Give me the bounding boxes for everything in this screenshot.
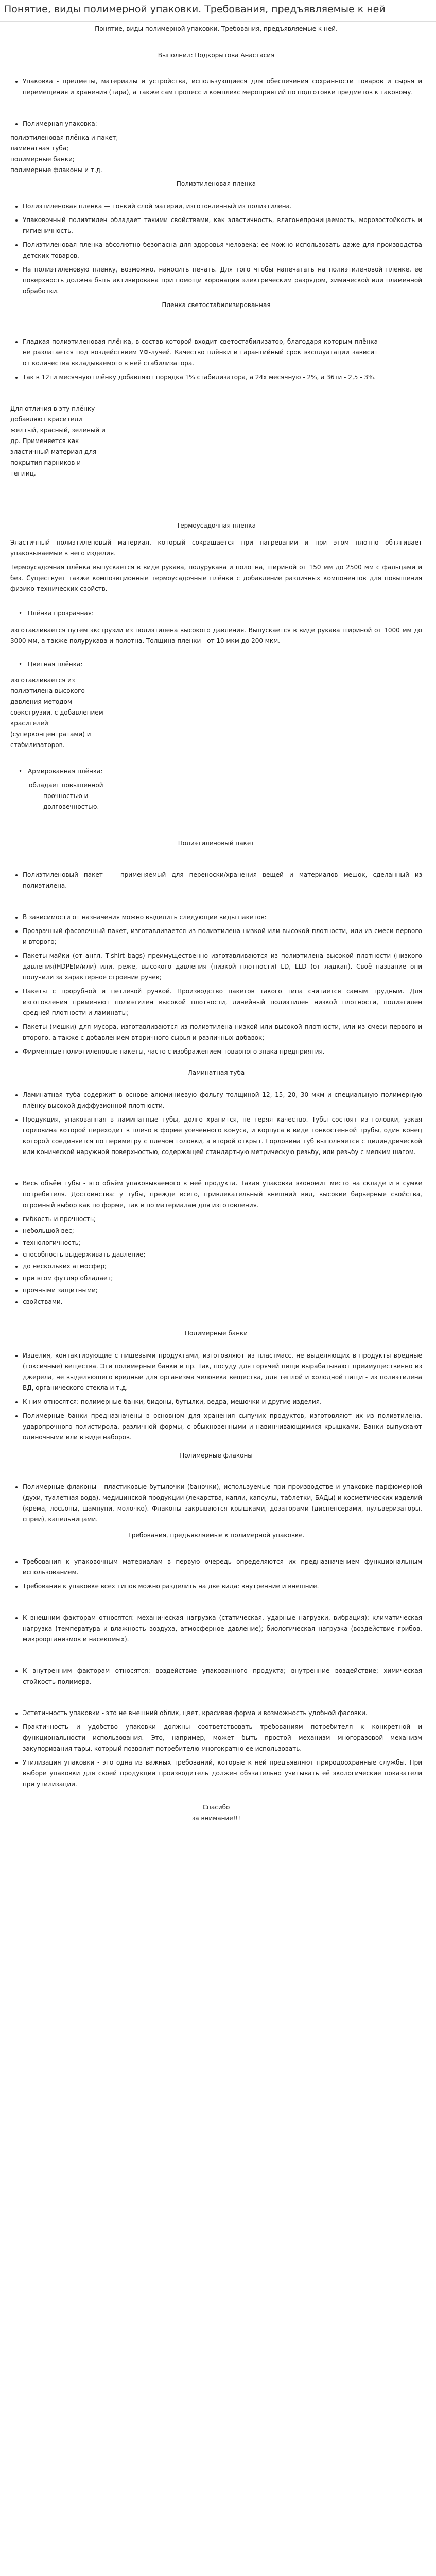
list-item: • Пакеты (мешки) для мусора, изготавливаются из полиэтилена низкой или высокой плотности, или из смеси первого и второго, а также с добавлением вторичного сырья и различных добавок; bbox=[23, 1022, 422, 1043]
tube-list bbox=[10, 1090, 422, 1308]
clear-list bbox=[10, 608, 422, 619]
list-item: • Изделия, контактирующие с пищевыми продуктами, изготовляют из пластмасс, не выделяющих в продукты вредные (токсичные) вещества. Эти полимерные банки и пр. Так, посуду для горячей пищи вырабатывают преимущественно из джерела, не выделяющего вредные для организма человека вещества, для теплой и холодной пищи - из полиэтилена ВД, органического стекла и т.д. bbox=[23, 1350, 422, 1394]
bag-title: Полиэтиленовый пакет bbox=[178, 840, 255, 847]
list-item: • На полиэтиленовую пленку, возможно, наносить печать. Для того чтобы напечатать на полиэтиленовой пленке, ее поверхность должна быть активирована при помощи коронации электрическим разрядом, химической или пламенной обработки. bbox=[23, 264, 422, 297]
closing bbox=[10, 1802, 422, 1824]
armored-label: • Армированная плёнка: bbox=[19, 766, 422, 777]
list-item: • Полимерные флаконы - пластиковые бутылочки (баночки), используемые при производстве и упаковке парфюмерной (духи, туалетная вода), медицинской продукции (лекарства, капли, капсулы, таблетки, БАДы) и косметических изделий (крема, лосьоны, шампуни, молочко). Флаконы закрываются крышками, дозаторами (диспенсерами, пульверизаторы, спреи), капельницами. bbox=[23, 1482, 422, 1525]
page-title: Понятие, виды полимерной упаковки. Требования, предъявляемые к ней bbox=[0, 0, 436, 22]
list-item: • Полиэтиленовая пленка абсолютно безопасна для здоровья человека: ее можно использовать даже для производства детских товаров. bbox=[23, 240, 422, 261]
colored-list bbox=[10, 659, 422, 670]
armored-line: прочностью и bbox=[43, 792, 89, 800]
stab-list bbox=[10, 336, 378, 383]
list-item: • К внешним факторам относятся: механическая нагрузка (статическая, ударные нагрузки, вибрация); климатическая нагрузка (температура и влажность воздуха, атмосферное давление); биологическая нагрузка (воздействие грибов, микроорганизмов и насекомых). bbox=[23, 1613, 422, 1645]
cans-title: Полимерные банки bbox=[184, 1330, 248, 1337]
film-list bbox=[10, 201, 422, 297]
document-body bbox=[10, 24, 422, 1824]
colored-label: • Цветная плёнка: bbox=[19, 659, 422, 670]
list-item: полимерные флаконы и т.д. bbox=[10, 166, 102, 174]
list-item: • прочными защитными; bbox=[23, 1285, 422, 1296]
list-item: • Полимерные банки предназначены в основном для хранения сыпучих продуктов, изготовляют их из полиэтилена, ударопрочного полистирола, различной формы, с обыкновенными и навинчивающимися крышками. Банки выпускают одиночными или в виде наборов. bbox=[23, 1411, 422, 1443]
list-item: • свойствами. bbox=[23, 1297, 422, 1308]
list-item: • способность выдерживать давление; bbox=[23, 1249, 422, 1260]
clear-text: изготавливается путем экструзии из полиэтилена высокого давления. Выпускается в виде рукава шириной от 1000 мм до 3000 мм, а также полурукава и полотна. Толщина пленки - от 10 мкм до 200 мкм. bbox=[10, 626, 422, 645]
list-item: • Практичность и удобство упаковки должны соответствовать требованиям потребителя к конкретной и функциональности использования. Это, например, может быть простой механизм многоразовой механизм закупоривания тары, который позволит потребителю многократно ее использовать. bbox=[23, 1722, 422, 1754]
cans-list bbox=[10, 1350, 422, 1443]
list-item: • Упаковка - предметы, материалы и устройства, использующиеся для обеспечения сохранности товаров и сырья и перемещения и хранения (тара), а также сам процесс и комплекс мероприятий по подготовке предметов к таковому. bbox=[23, 76, 422, 98]
list-item: • Полиэтиленовая пленка — тонкий слой материи, изготовленный из полиэтилена. bbox=[23, 201, 422, 212]
bag-list bbox=[10, 870, 422, 1057]
list-item: • Требования к упаковке всех типов можно разделить на две вида: внутренние и внешние. bbox=[23, 1581, 422, 1592]
armored-lines bbox=[10, 780, 422, 812]
types-list bbox=[10, 132, 422, 176]
shrink-p2: Термоусадочная плёнка выпускается в виде рукава, полурукава и полотна, шириной от 150 мм до 2500 мм с фальцами и без. Существует также композиционные термоусадочные плёнки с добавление различных компонентов для повышения физико-технических свойств. bbox=[10, 564, 422, 592]
list-item: • Утилизация упаковки - это одна из важных требований, которые к ней предъявляют природоохранные службы. При выборе упаковки для своей продукции производитель должен обязательно учитывать её экологические показатели при утилизации. bbox=[23, 1757, 422, 1790]
bottles-title: Полимерные флаконы bbox=[180, 1452, 253, 1459]
closing-line: Спасибо bbox=[202, 1804, 230, 1811]
colored-text: изготавливается из полиэтилена высокого давления методом соэкструзии, с добавлением красителей (суперконцентратами) и стабилизаторов. bbox=[10, 676, 103, 749]
list-item: • небольшой вес; bbox=[23, 1226, 422, 1236]
list-item: • при этом футляр обладает; bbox=[23, 1273, 422, 1284]
list-item: • К ним относятся: полимерные банки, бидоны, бутылки, ведра, мешочки и другие изделия. bbox=[23, 1397, 422, 1408]
list-item: • Требования к упаковочным материалам в первую очередь определяются их предназначением функциональным использованием. bbox=[23, 1556, 422, 1578]
armored-list bbox=[10, 766, 422, 777]
list-item: • В зависимости от назначения можно выделить следующие виды пакетов: bbox=[23, 912, 422, 923]
list-item: • Продукция, упакованная в ламинатные тубы, долго хранится, не теряя качество. Тубы состоят из головки, узкая горловина которой переходит в плечо в форме усеченного конуса, и корпуса в виде тонкостенной трубы, один конец которой соединяется по периметру с плечом головки, а второй открыт. Горловина туб выполняется с цилиндрической или конической наружной поверхностью, содержащей стандартную метрическую резьбу, или резьбу с мелким шагом. bbox=[23, 1114, 422, 1158]
types-heading: • Полимерная упаковка: bbox=[23, 118, 422, 129]
list-item: • Пакеты с прорубной и петлевой ручкой. Производство пакетов такого типа считается самым трудным. Для изготовления применяют полиэтилен высокой плотности, линейный полиэтилен низкой плотности, полиэтилен средней плотности и ламинаты; bbox=[23, 986, 422, 1019]
list-item: полиэтиленовая плёнка и пакет; bbox=[10, 134, 118, 141]
list-item: • Прозрачный фасовочный пакет, изготавливается из полиэтилена низкой или высокой плотности, или из смеси первого и второго; bbox=[23, 926, 422, 947]
shrink-title: Термоусадочная пленка bbox=[176, 522, 256, 529]
doc-author: Выполнил: Подкорытова Анастасия bbox=[158, 52, 275, 59]
closing-line: за внимание!!! bbox=[191, 1815, 241, 1822]
list-item: • гибкость и прочность; bbox=[23, 1214, 422, 1225]
list-item: • Полиэтиленовый пакет — применяемый для переноски/хранения вещей и материалов мешок, сделанный из полиэтилена. bbox=[23, 870, 422, 891]
list-item: • Упаковочный полиэтилен обладает такими свойствами, как эластичность, влагонепроницаемость, морозостойкость и гигиеничность. bbox=[23, 215, 422, 236]
film-title: Полиэтиленовая пленка bbox=[176, 180, 256, 188]
bottles-list bbox=[10, 1482, 422, 1525]
armored-line: долговечностью. bbox=[43, 803, 99, 810]
doc-subtitle: Понятие, виды полимерной упаковки. Требования, предъявляемые к ней. bbox=[95, 25, 338, 32]
tube-title: Ламинатная туба bbox=[187, 1069, 245, 1076]
shrink-p1: Эластичный полиэтиленовый материал, который сокращается при нагревании и при этом плотно обтягивает упаковываемые в него изделия. bbox=[10, 539, 422, 557]
list-item: • Пакеты-майки (от англ. T-shirt bags) преимущественно изготавливаются из полиэтилена высокой плотности (низкого давления)HDPE(и/или) или, реже, высокого давления (низкой плотности) LD, LLD (от ладкан). Своё название они получили за характерное строение ручек; bbox=[23, 951, 422, 983]
list-item: полимерные банки; bbox=[10, 156, 75, 163]
stab-title: Пленка светостабилизированная bbox=[162, 301, 271, 309]
list-item: • Так в 12ти месячную плёнку добавляют порядка 1% стабилизатора, а 24х месячную - 2%, а 36ти - 2,5 - 3%. bbox=[23, 372, 378, 383]
intro-list bbox=[10, 76, 422, 98]
list-item: ламинатная туба; bbox=[10, 145, 69, 152]
req-title: Требования, предъявляемые к полимерной упаковке. bbox=[128, 1532, 305, 1539]
types-heading-list bbox=[10, 118, 422, 129]
list-item: • технологичность; bbox=[23, 1238, 422, 1248]
stab-side-text: Для отличия в эту плёнку добавляют красители желтый, красный, зеленый и др. Применяется как эластичный материал для покрытия парников и теплиц. bbox=[10, 405, 106, 477]
armored-line: обладает повышенной bbox=[29, 782, 103, 789]
list-item: • К внутренним факторам относятся: воздействие упакованного продукта; внутренние воздействие; химическая стойкость полимера. bbox=[23, 1666, 422, 1687]
list-item: • Гладкая полиэтиленовая плёнка, в состав которой входит светостабилизатор, благодаря которым плёнка не разлагается под воздействием УФ-лучей. Качество плёнки и гарантийный срок эксплуатации зависит от количества вкладываемого в неё стабилизатора. bbox=[23, 336, 378, 369]
req-list bbox=[10, 1556, 422, 1790]
clear-label: • Плёнка прозрачная: bbox=[19, 608, 422, 619]
list-item: • Ламинатная туба содержит в основе алюминиевую фольгу толщиной 12, 15, 20, 30 мкм и специальную полимерную плёнку высокой диффузионной плотности. bbox=[23, 1090, 422, 1111]
list-item: • Эстетичность упаковки - это не внешний облик, цвет, красивая форма и возможность удобной фасовки. bbox=[23, 1708, 422, 1719]
list-item: • Весь объём тубы - это объём упаковываемого в неё продукта. Такая упаковка экономит место на складе и в сумке потребителя. Достоинства: у тубы, прежде всего, привлекательный внешний вид, высокие барьерные свойства, огромный выбор как по форме, так и по материалам для изготовления. bbox=[23, 1178, 422, 1211]
list-item: • до нескольких атмосфер; bbox=[23, 1261, 422, 1272]
list-item: • Фирменные полиэтиленовые пакеты, часто с изображением товарного знака предприятия. bbox=[23, 1046, 422, 1057]
